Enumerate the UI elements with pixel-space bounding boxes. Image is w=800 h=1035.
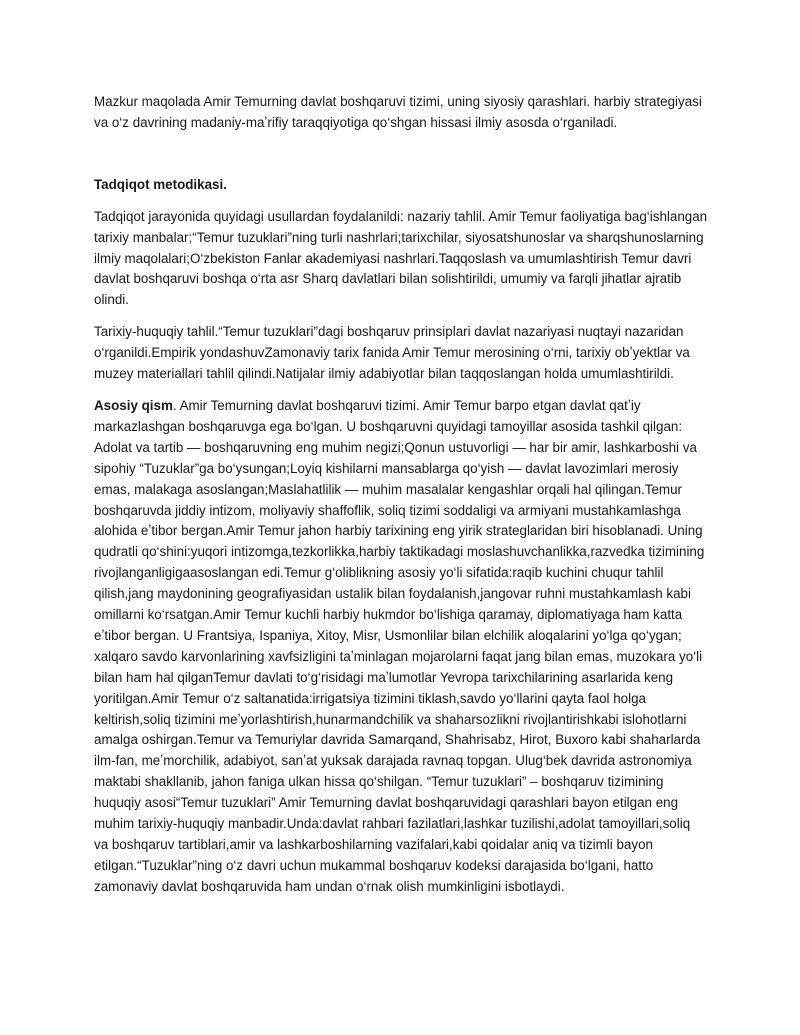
text-line: va boshqaruv tartiblari,amir va lashkarboshilarning vazifalari,kabi qoidalar aniq va tizimli bayon: [94, 837, 653, 852]
text-line: xalqaro savdo karvonlarining xavfsizligini taʼminlagan mojarolarni faqat jang bilan emas, muzokara yo‘li: [94, 648, 703, 664]
text-line: yoritilgan.Amir Temur o‘z saltanatida:irrigatsiya tizimini tiklash,savdo yo‘llarini qayta faol holga: [94, 690, 646, 706]
text-line: ilm-fan, meʼmorchilik, adabiyot, sanʼat yuksak darajada ravnaq topgan. Ulug‘bek davrida astronomiya: [94, 753, 692, 769]
text-line: muzey materiallari tahlil qilindi.Natijalar ilmiy adabiyotlar bilan taqqoslangan holda umumlashtirildi.: [94, 366, 674, 382]
text-line: zamonaviy davlat boshqaruvida ham undan o‘rnak olish mumkinligini isbotlaydi.: [94, 878, 565, 894]
main-section-heading: Asosiy qism: [94, 397, 173, 413]
document-page: [94, 92, 734, 898]
text-line: Mazkur maqolada Amir Temurning davlat boshqaruvi tizimi, uning siyosiy qarashlari. harbiy strategiyasi: [94, 94, 702, 109]
text-line: emas, malakaga asoslangan;Maslahatlilik — muhim masalalar kengashlar orqali hal qilingan.Temur: [94, 481, 682, 497]
methods-paragraph: [94, 207, 734, 312]
text-line: maktabi shakllanib, jahon faniga ulkan hissa qo‘shilgan. “Temur tuzuklari” – boshqaruv tizimining: [94, 774, 664, 790]
text-line: [94, 396, 734, 417]
main-section-paragraph: [94, 396, 734, 898]
text-line: Tadqiqot jarayonida quyidagi usullardan foydalanildi: nazariy tahlil. Amir Temur faoliyatiga bag‘ishlangan: [94, 208, 708, 224]
text-line: amalga oshirgan.Temur va Temuriylar davrida Samarqand, Shahrisabz, Hirot, Buxoro kabi shaharlarda: [94, 732, 701, 748]
text-line: keltirish,soliq tizimini meʼyorlashtirish,hunarmandchilik va shaharsozlikni rivojlantirishkabi islohotlarni: [94, 711, 687, 727]
text-line: qilish,jang maydonining geografiyasidan ustalik bilan foydalanish,jangovar ruhni mustahkamlash kabi: [94, 586, 691, 602]
text-line: va o‘z davrining madaniy-maʼrifiy taraqqiyotiga qo‘shgan hissasi ilmiy asosda o‘rganiladi.: [94, 114, 618, 130]
text-line: qudratli qo‘shini:yuqori intizomga,tezkorlikka,harbiy taktikadagi moslashuvchanlikka,razvedka tizimining: [94, 544, 705, 560]
text-line: o‘rganildi.Empirik yondashuvZamonaviy tarix fanida Amir Temur merosining o‘rni, tarixiy obʼyektlar va: [94, 345, 690, 361]
main-first-line-text: . Amir Temurning davlat boshqaruvi tizimi. Amir Temur barpo etgan davlat qatʼiy: [172, 397, 641, 413]
text-line: olindi.: [94, 292, 129, 308]
methods-heading: Tadqiqot metodikasi.: [94, 176, 227, 192]
text-line: alohida eʼtibor bergan.Amir Temur jahon harbiy tarixining eng yirik strateglaridan biri hisoblanadi. Uning: [94, 523, 703, 539]
text-line: davlat boshqaruvi boshqa o‘rta asr Sharq davlatlari bilan solishtirildi, umumiy va farqli jihatlar ajratib: [94, 271, 682, 287]
text-line: rivojlanganligigaasoslangan edi.Temur g‘oliblikning asosiy yo‘li sifatida:raqib kuchini chuqur tahlil: [94, 565, 664, 581]
text-line: muhim tarixiy-huquqiy manbadir.Unda:davlat rahbari fazilatlari,lashkar tuzilishi,adolat tamoyillari,soliq: [94, 816, 691, 832]
text-line: Adolat va tartib — boshqaruvning eng muhim negizi;Qonun ustuvorligi — har bir amir, lashkarboshi va: [94, 439, 697, 455]
text-line: etilgan.“Tuzuklar”ning o‘z davri uchun mukammal boshqaruv kodeksi darajasida bo‘lgani, hatto: [94, 857, 654, 873]
text-line: boshqaruvda jiddiy intizom, moliyaviy shaffoflik, soliq tizimi soddaligi va armiyani mustahkamlashga: [94, 502, 681, 518]
text-line: omillarni ko‘rsatgan.Amir Temur kuchli harbiy hukmdor bo‘lishiga qaramay, diplomatiyaga ham katta: [94, 607, 683, 623]
text-line: tarixiy manbalar;“Temur tuzuklari”ning turli nashrlari;tarixchilar, siyosatshunoslar va sharqshunoslarning: [94, 229, 704, 245]
intro-paragraph: [94, 92, 734, 134]
text-line: bilan ham hal qilganTemur davlati to‘g‘risidagi maʼlumotlar Yevropa tarixchilarining asarlarida keng: [94, 669, 674, 685]
text-line: huquqiy asosi“Temur tuzuklari” Amir Temurning davlat boshqaruvidagi qarashlari bayon etilgan eng: [94, 795, 679, 811]
text-line: sipohiy “Tuzuklar”ga bo‘ysungan;Loyiq kishilarni mansablarga qo‘yish — davlat lavozimlari merosiy: [94, 460, 679, 476]
text-line: eʼtibor bergan. U Frantsiya, Ispaniya, Xitoy, Misr, Usmonlilar bilan elchilik aloqalarini yo‘lga qo‘ygan;: [94, 627, 682, 643]
text-line: Tarixiy-huquqiy tahlil.“Temur tuzuklari”dagi boshqaruv prinsiplari davlat nazariyasi nuqtayi nazaridan: [94, 324, 684, 340]
text-line: ilmiy maqolalari;O‘zbekiston Fanlar akademiyasi nashrlari.Taqqoslash va umumlashtirish Temur davri: [94, 250, 692, 266]
text-line: markazlashgan boshqaruvga ega bo‘lgan. U boshqaruvni quyidagi tamoyillar asosida tashkil qilgan:: [94, 418, 683, 434]
legal-analysis-paragraph: [94, 322, 734, 385]
